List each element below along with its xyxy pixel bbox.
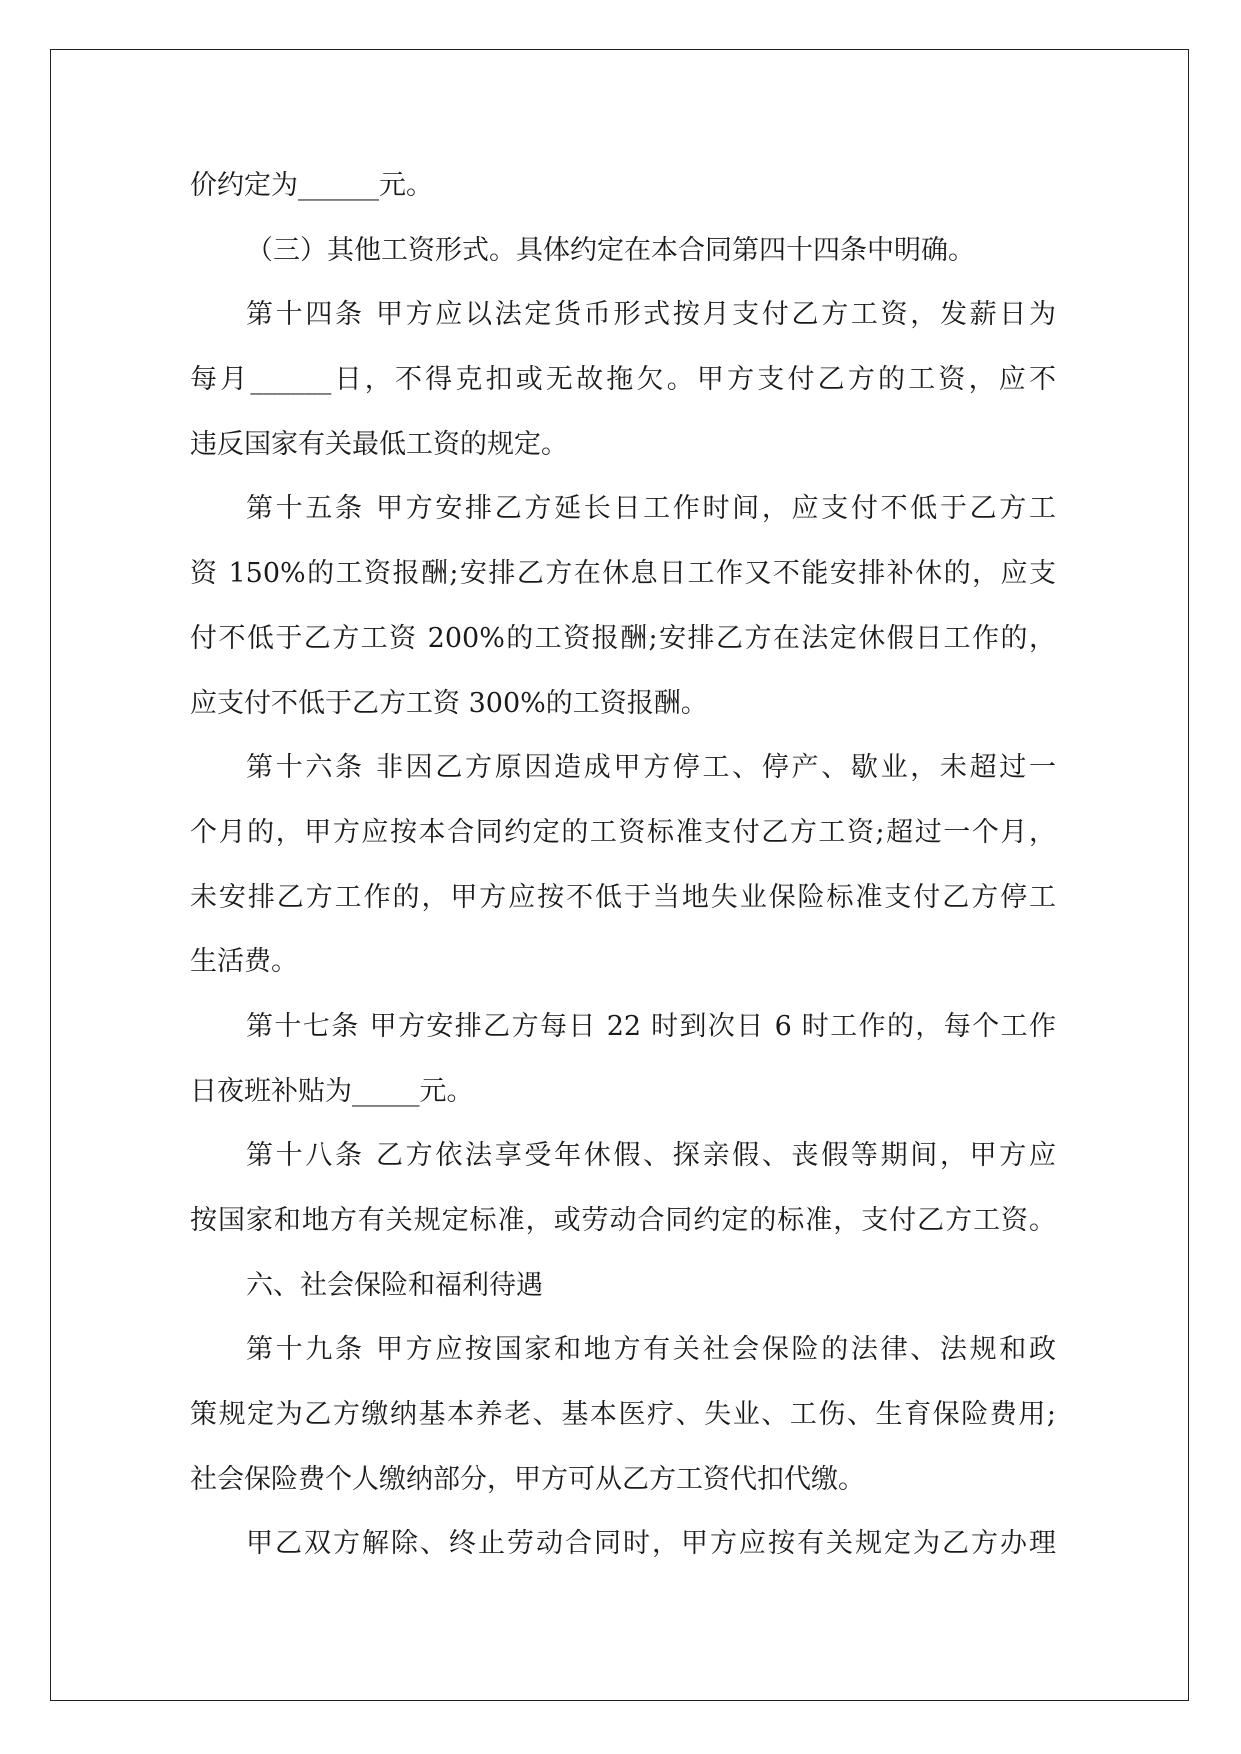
text-line: 日夜班补贴为_____元。 (190, 1075, 474, 1107)
text-line: 未安排乙方工作的，甲方应按不低于当地失业保险标准支付乙方停工 (190, 881, 1056, 913)
text-line: 第十五条 甲方安排乙方延长日工作时间，应支付不低于乙方工 (246, 493, 1056, 525)
text-line: 应支付不低于乙方工资 300%的工资报酬。 (190, 687, 708, 719)
text-line: 资 150%的工资报酬;安排乙方在休息日工作又不能安排补休的，应支 (190, 558, 1056, 590)
text-line: 付不低于乙方工资 200%的工资报酬;安排乙方在法定休假日工作的， (190, 622, 1056, 654)
text-line: （三）其他工资形式。具体约定在本合同第四十四条中明确。 (246, 234, 975, 266)
text-line: 第十七条 甲方安排乙方每日 22 时到次日 6 时工作的，每个工作 (246, 1010, 1056, 1042)
text-line: 第十四条 甲方应以法定货币形式按月支付乙方工资，发薪日为 (246, 299, 1056, 331)
text-line: 社会保险费个人缴纳部分，甲方可从乙方工资代扣代缴。 (190, 1463, 865, 1495)
text-line: 第十六条 非因乙方原因造成甲方停工、停产、歇业，未超过一 (246, 752, 1056, 784)
text-line: 第十八条 乙方依法享受年休假、探亲假、丧假等期间，甲方应 (246, 1140, 1056, 1172)
text-line: 个月的，甲方应按本合同约定的工资标准支付乙方工资;超过一个月， (190, 816, 1056, 848)
document-body (190, 154, 1056, 1577)
text-line: 第十九条 甲方应按国家和地方有关社会保险的法律、法规和政 (246, 1334, 1056, 1366)
text-line: 甲乙双方解除、终止劳动合同时，甲方应按有关规定为乙方办理 (246, 1528, 1056, 1560)
text-line: 价约定为______元。 (190, 170, 433, 201)
text-line: 按国家和地方有关规定标准，或劳动合同约定的标准，支付乙方工资。 (190, 1205, 1056, 1236)
text-line: 策规定为乙方缴纳基本养老、基本医疗、失业、工伤、生育保险费用; (190, 1399, 1056, 1431)
text-line: 生活费。 (190, 946, 298, 978)
text-line: 每月______日，不得克扣或无故拖欠。甲方支付乙方的工资，应不 (190, 364, 1056, 396)
text-line: 违反国家有关最低工资的规定。 (190, 428, 568, 460)
section-heading: 六、社会保险和福利待遇 (246, 1269, 543, 1301)
